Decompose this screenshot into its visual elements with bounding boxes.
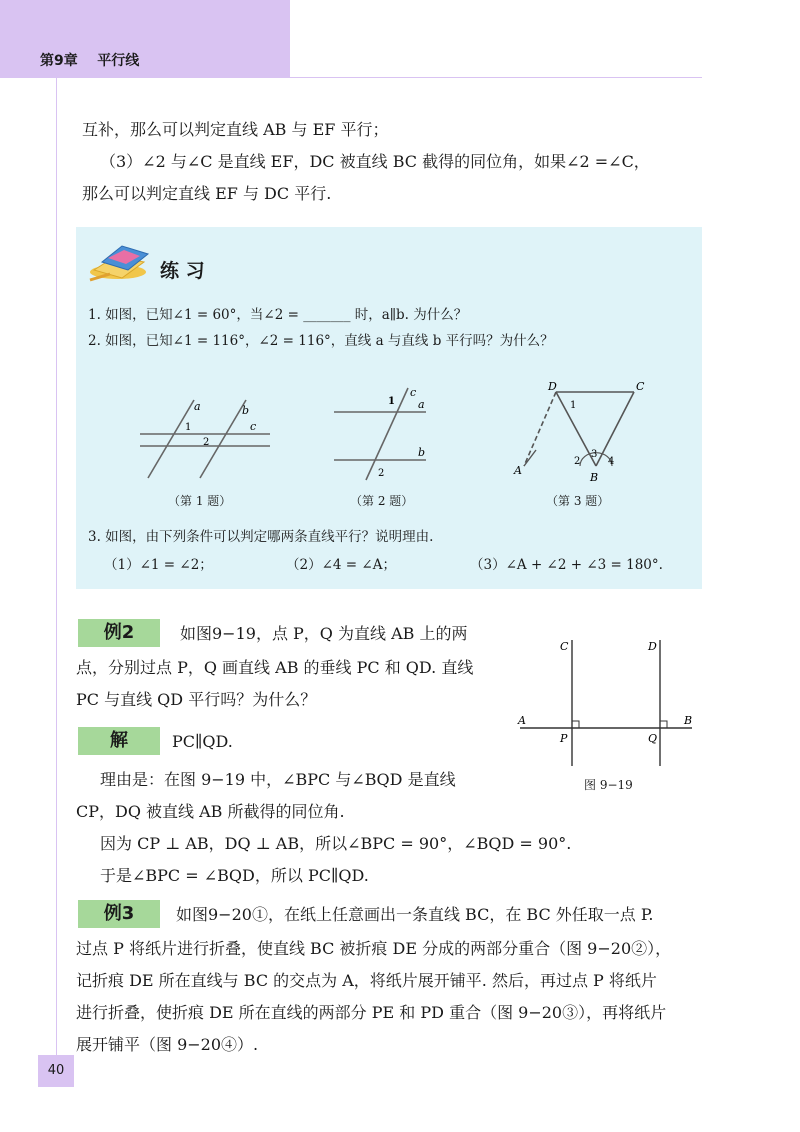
fig3-angle-2: 2 [574,456,581,467]
fig3-label-c: C [636,380,645,393]
example-3-line-4: 进行折叠，使折痕 DE 所在直线的两部分 PE 和 PD 重合（图 9−20③），再将纸片 [76,1003,667,1022]
fig2-label-a: a [418,398,425,411]
fig1-label-b: b [242,404,250,417]
solution-line-4: 于是∠BPC = ∠BQD，所以 PC∥QD. [100,866,369,885]
fig3-angle-3: 3 [591,449,598,460]
fig3-label-b: B [590,471,599,484]
example-3-label: 例3 [78,900,160,928]
figure-q3 [510,378,652,484]
page-number: 40 [38,1055,74,1087]
figure-9-19 [514,636,700,770]
intro-line-3: 那么可以判定直线 EF 与 DC 平行. [82,184,332,203]
example-3-line-1: 如图9−20①，在纸上任意画出一条直线 BC，在 BC 外任取一点 P. [176,905,654,924]
practice-q3: 3. 如图，由下列条件可以判定哪两条直线平行？说明理由. [88,529,434,545]
chapter-title: 第9章 平行线 [40,53,140,69]
practice-q1: 1. 如图，已知∠1 = 60°，当∠2 = _______ 时，a∥b. 为什么？ [88,307,468,323]
fig919-label-d: D [648,640,657,653]
practice-title: 练 习 [160,260,205,282]
fig2-angle-1: 1 [388,396,395,407]
example-2-label: 例2 [78,619,160,647]
fig3-label-d: D [548,380,557,393]
fig1-angle-1: 1 [185,422,192,433]
solution-line-1: 理由是：在图 9−19 中，∠BPC 与∠BQD 是直线 [100,770,456,789]
fig919-label-a: A [518,714,526,727]
book-icon [88,240,154,284]
fig1-label-c: c [250,420,257,433]
intro-line-1: 互补，那么可以判定直线 AB 与 EF 平行； [82,120,389,139]
practice-q3-option-3: （3）∠A + ∠2 + ∠3 = 180°. [470,557,663,573]
solution-answer: PC∥QD. [172,732,233,751]
header-rule [290,77,702,78]
practice-q3-option-1: （1）∠1 = ∠2； [104,557,213,573]
fig919-label-q: Q [648,732,658,745]
solution-line-3: 因为 CP ⊥ AB，DQ ⊥ AB，所以∠BPC = 90°，∠BQD = 90°. [100,834,572,853]
figure-q2 [330,384,436,484]
fig3-caption: （第 3 题） [546,494,610,508]
fig2-label-b: b [418,446,426,459]
fig919-label-c: C [560,640,569,653]
practice-q3-option-2: （2）∠4 = ∠A； [286,557,396,573]
fig3-label-a: A [514,464,522,477]
practice-q2: 2. 如图，已知∠1 = 116°，∠2 = 116°，直线 a 与直线 b 平行吗？为什么？ [88,333,554,349]
fig919-label-p: P [560,732,568,745]
figure-q1 [136,392,276,484]
example-3-line-2: 过点 P 将纸片进行折叠，使直线 BC 被折痕 DE 分成的两部分重合（图 9−20②）， [76,939,672,958]
fig2-caption: （第 2 题） [350,494,414,508]
example-2-line-1: 如图9−19，点 P，Q 为直线 AB 上的两 [180,624,468,643]
fig1-label-a: a [194,400,201,413]
margin-rule [56,78,57,1058]
example-3-line-5: 展开铺平（图 9−20④）. [76,1035,259,1054]
fig919-caption: 图 9−19 [584,778,633,792]
fig3-angle-4: 4 [608,456,615,467]
fig919-label-b: B [684,714,693,727]
fig2-label-c: c [410,386,417,399]
example-2-line-2: 点，分别过点 P，Q 画直线 AB 的垂线 PC 和 QD. 直线 [76,658,474,677]
fig3-angle-1: 1 [570,400,577,411]
fig2-angle-2: 2 [378,468,385,479]
example-3-line-3: 记折痕 DE 所在直线与 BC 的交点为 A，将纸片展开铺平. 然后，再过点 P 将纸片 [76,971,657,990]
example-2-line-3: PC 与直线 QD 平行吗？为什么？ [76,690,317,709]
solution-line-2: CP，DQ 被直线 AB 所截得的同位角. [76,802,345,821]
fig1-angle-2: 2 [203,437,210,448]
solution-label: 解 [78,727,160,755]
intro-line-2: （3）∠2 与∠C 是直线 EF，DC 被直线 BC 截得的同位角，如果∠2 =∠C， [100,152,650,171]
fig1-caption: （第 1 题） [168,494,232,508]
